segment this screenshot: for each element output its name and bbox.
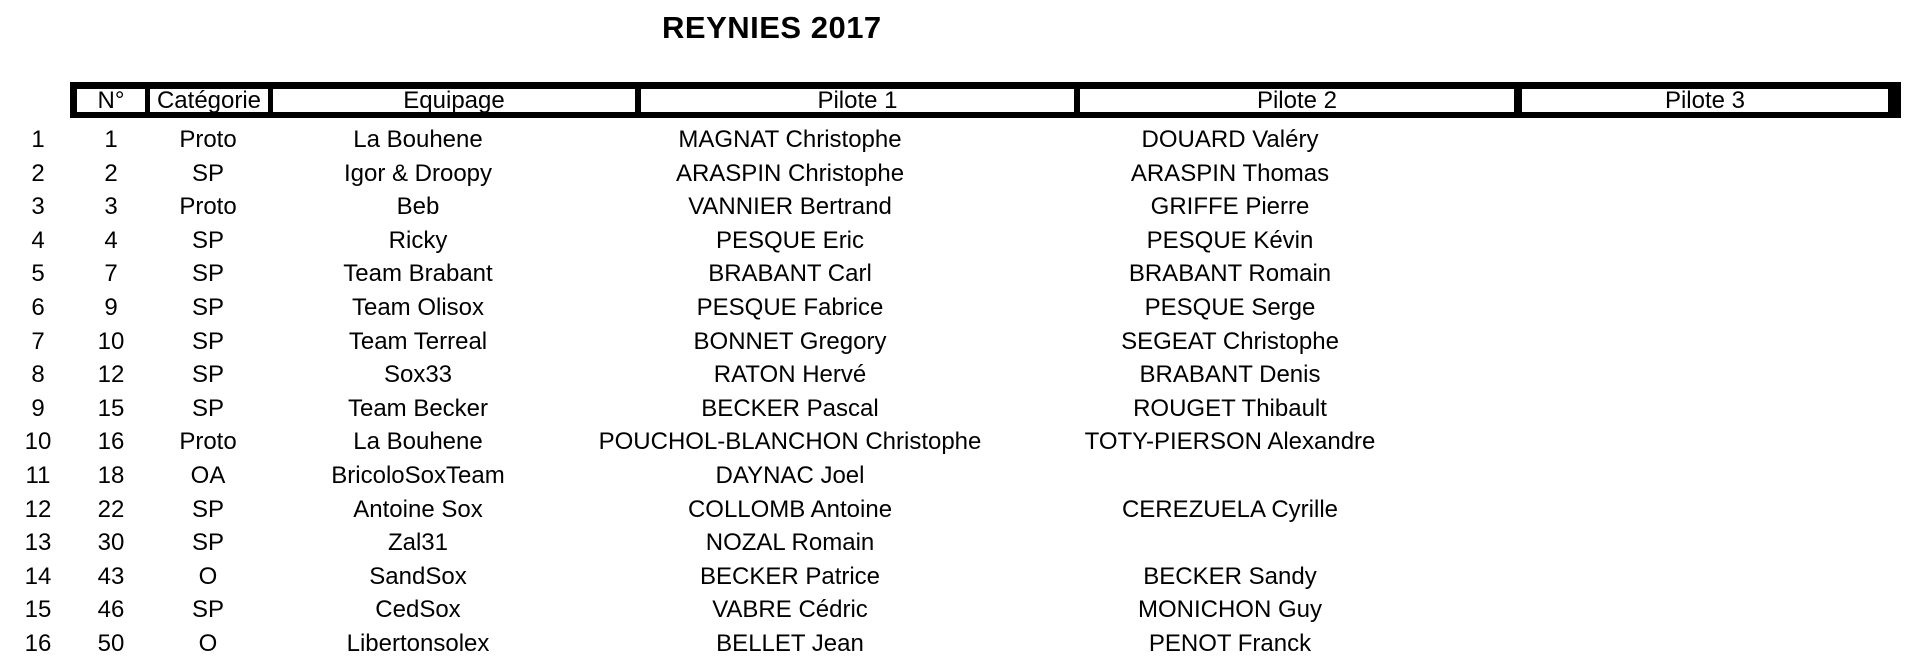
row-index: 3 [31,193,45,221]
category: SP [191,226,224,254]
pilot-1: BECKER Pascal [701,394,879,422]
car-number: 1 [104,126,118,153]
pilot-1: PESQUE Fabrice [696,293,884,321]
category: O [198,629,218,657]
pilot-1: ARASPIN Christophe [675,159,905,187]
pilot-2: GRIFFE Pierre [1150,193,1310,221]
row-index: 16 [24,629,52,657]
team-name: Ricky [388,226,448,254]
pilot-1: RATON Hervé [713,361,867,389]
column-header-pilote2: Pilote 2 [1080,89,1514,112]
table-row [0,291,1913,325]
column-header-pilote3: Pilote 3 [1522,89,1888,112]
table-row [0,123,1913,157]
pilot-2: MONICHON Guy [1137,596,1322,624]
category: Proto [179,428,237,456]
row-index: 14 [24,562,52,590]
pilot-1: BONNET Gregory [693,327,887,355]
pilot-1: BRABANT Carl [708,260,872,288]
table-row [0,560,1913,594]
team-name: La Bouhene [353,428,483,456]
row-index: 13 [24,529,52,557]
pilot-1: BELLET Jean [716,629,864,657]
car-number: 4 [104,226,118,254]
category: O [198,562,218,590]
car-number: 7 [104,260,118,288]
category: SP [191,260,224,288]
team-name: Sox33 [383,361,453,389]
car-number: 22 [97,495,125,523]
category: OA [190,461,226,489]
table-row [0,392,1913,426]
page-title: REYNIES 2017 [662,10,882,45]
column-header-equipage: Equipage [273,89,635,112]
team-name: BricoloSoxTeam [331,461,505,489]
row-index: 4 [31,226,45,254]
category: Proto [179,126,237,153]
row-index: 9 [31,394,45,422]
category: SP [191,529,224,557]
pilot-2: ROUGET Thibault [1133,394,1327,422]
car-number: 15 [97,394,125,422]
team-name: Beb [396,193,440,221]
pilot-1: POUCHOL-BLANCHON Christophe [598,428,982,456]
row-index: 11 [25,461,51,489]
team-name: Team Brabant [343,260,493,288]
table-row [0,257,1913,291]
pilot-2: BECKER Sandy [1143,562,1317,590]
table-row [0,157,1913,191]
car-number: 43 [97,562,125,590]
pilot-2: PESQUE Kévin [1146,226,1314,254]
car-number: 9 [104,293,118,321]
category: SP [191,293,224,321]
car-number: 46 [97,596,125,624]
table-row [0,526,1913,560]
table-row [0,593,1913,627]
pilot-2: CEREZUELA Cyrille [1121,495,1339,523]
table-header [70,82,1901,118]
row-index: 12 [24,495,52,523]
team-name: CedSox [375,596,461,624]
table-row [0,325,1913,359]
table-row [0,224,1913,258]
table-row [0,627,1913,661]
car-number: 18 [97,461,125,489]
pilot-2: DOUARD Valéry [1141,126,1319,153]
row-index: 6 [31,293,45,321]
category: SP [191,394,224,422]
pilot-2: PENOT Franck [1148,629,1312,657]
row-index: 15 [24,596,52,624]
column-header-categorie: Catégorie [150,89,268,112]
team-name: SandSox [369,562,467,590]
row-index: 8 [31,361,45,389]
pilot-1: MAGNAT Christophe [678,126,902,153]
pilot-1: VABRE Cédric [712,596,868,624]
team-name: Libertonsolex [346,629,490,657]
pilot-2: BRABANT Denis [1139,361,1321,389]
table-row [0,358,1913,392]
pilot-2: PESQUE Serge [1144,293,1316,321]
team-name: Antoine Sox [353,495,483,523]
car-number: 30 [97,529,125,557]
car-number: 16 [97,428,125,456]
pilot-2: ARASPIN Thomas [1130,159,1330,187]
pilot-2: BRABANT Romain [1128,260,1332,288]
row-index: 10 [24,428,52,456]
table-row [0,425,1913,459]
pilot-1: VANNIER Bertrand [688,193,892,221]
car-number: 12 [97,361,125,389]
team-name: La Bouhene [353,126,483,153]
pilot-1: NOZAL Romain [705,529,875,557]
pilot-1: PESQUE Eric [715,226,865,254]
row-index: 2 [31,159,45,187]
category: SP [191,361,224,389]
row-index: 5 [31,260,45,288]
row-index: 1 [31,126,45,153]
table-row [0,190,1913,224]
category: SP [191,596,224,624]
car-number: 2 [104,159,118,187]
table-row [0,493,1913,527]
pilot-1: DAYNAC Joel [715,461,865,489]
car-number: 50 [97,629,125,657]
team-name: Team Terreal [348,327,488,355]
pilot-1: BECKER Patrice [699,562,881,590]
team-name: Team Becker [347,394,489,422]
category: SP [191,327,224,355]
table-body [0,123,1913,661]
column-header-num: N° [77,89,145,112]
column-header-pilote1: Pilote 1 [641,89,1074,112]
category: Proto [179,193,237,221]
row-index: 7 [31,327,45,355]
car-number: 10 [97,327,125,355]
team-name: Zal31 [387,529,449,557]
pilot-2: SEGEAT Christophe [1121,327,1339,355]
table-row [0,459,1913,493]
pilot-2: TOTY-PIERSON Alexandre [1084,428,1376,456]
team-name: Team Olisox [351,293,485,321]
pilot-1: COLLOMB Antoine [687,495,893,523]
car-number: 3 [104,193,118,221]
team-name: Igor & Droopy [343,159,493,187]
category: SP [191,159,224,187]
category: SP [191,495,224,523]
